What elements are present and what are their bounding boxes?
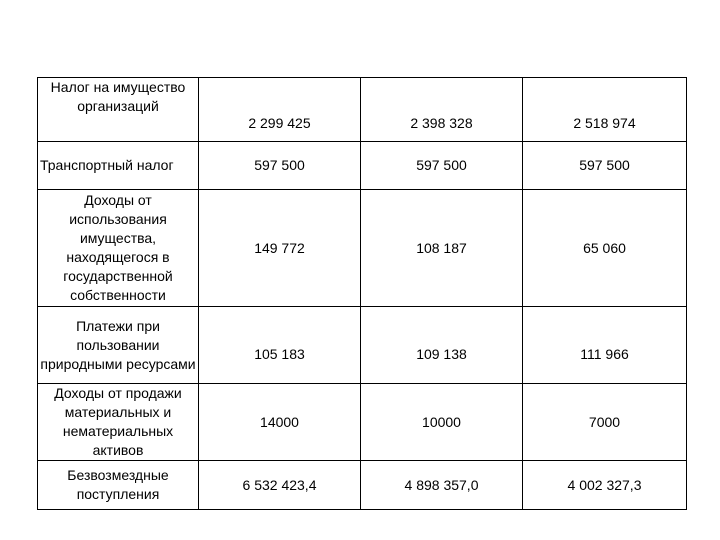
table-row (38, 190, 687, 307)
row-label-natural-resources: Платежи при пользовании природными ресурсами (38, 307, 199, 384)
table-row (38, 461, 687, 510)
cell-value: 109 138 (361, 307, 523, 384)
cell-value: 6 532 423,4 (199, 461, 361, 510)
cell-value: 597 500 (523, 142, 687, 190)
cell-value: 2 398 328 (361, 78, 523, 142)
table-row (38, 142, 687, 190)
revenue-table (37, 77, 687, 510)
table-row (38, 384, 687, 461)
cell-value: 65 060 (523, 190, 687, 307)
row-label-property-tax: Налог на имущество организаций (38, 78, 199, 142)
row-label-transport-tax: Транспортный налог (38, 142, 199, 190)
row-label-gratuitous-receipts: Безвозмездные поступления (38, 461, 199, 510)
cell-value: 108 187 (361, 190, 523, 307)
cell-value: 14000 (199, 384, 361, 461)
cell-value: 105 183 (199, 307, 361, 384)
cell-value: 149 772 (199, 190, 361, 307)
table-row (38, 307, 687, 384)
table-row (38, 78, 687, 142)
cell-value: 7000 (523, 384, 687, 461)
row-label-property-use-income: Доходы от использования имущества, находящегося в государственной собственности (38, 190, 199, 307)
cell-value: 10000 (361, 384, 523, 461)
cell-value: 2 299 425 (199, 78, 361, 142)
cell-value: 597 500 (199, 142, 361, 190)
row-label-asset-sales: Доходы от продажи материальных и нематериальных активов (38, 384, 199, 461)
cell-value: 4 898 357,0 (361, 461, 523, 510)
cell-value: 2 518 974 (523, 78, 687, 142)
cell-value: 4 002 327,3 (523, 461, 687, 510)
cell-value: 597 500 (361, 142, 523, 190)
cell-value: 111 966 (523, 307, 687, 384)
